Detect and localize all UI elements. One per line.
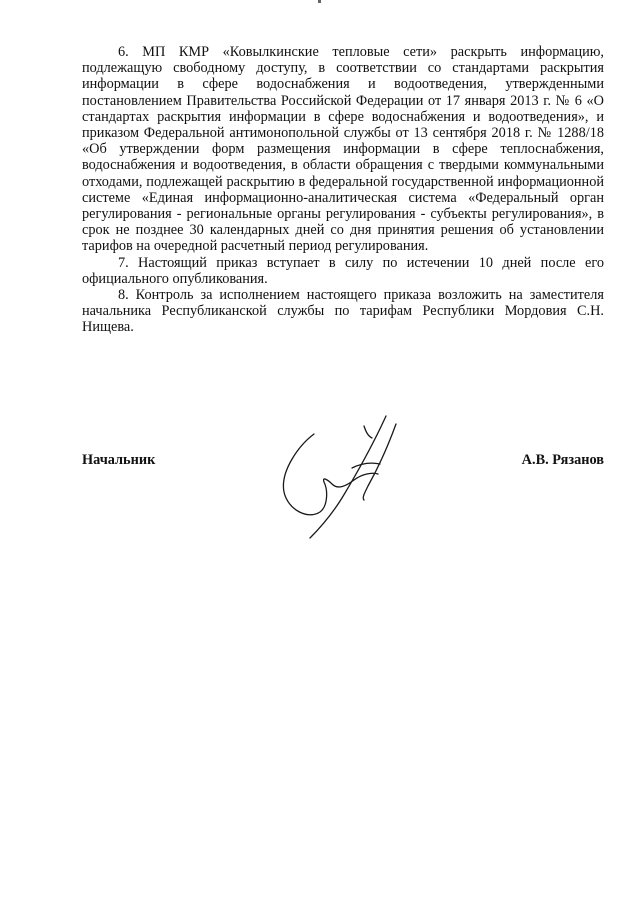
paragraph-8: 8. Контроль за исполнением настоящего приказа возложить на заместителя начальника Республиканской службы по тарифам Республики Мордовия С.Н. Нищева. <box>82 287 604 336</box>
document-body <box>82 44 604 336</box>
paragraph-6: 6. МП КМР «Ковылкинские тепловые сети» раскрыть информацию, подлежащую свободному доступу, в соответствии со стандартами раскрытия информации в сфере водоснабжения и водоотведения, утвержденными постановлением Правительства Российской Федерации от 17 января 2013 г. № 6 «О стандартах раскрытия информации в сфере водоснабжения и водоотведения», и приказом Федеральной антимонопольной службы от 13 сентября 2018 г. № 1288/18 «Об утверждении форм размещения информации в сфере теплоснабжения, водоснабжения и водоотведения, в области обращения с твердыми коммунальными отходами, подлежащей раскрытию в федеральной государственной информационной системе «Единая информационно-аналитическая система «Федеральный орган регулирования - региональные органы регулирования - субъекты регулирования», в срок не позднее 30 календарных дней со дня принятия решения об установлении тарифов на очередной расчетный период регулирования. <box>82 44 604 255</box>
signatory-title: Начальник <box>82 452 156 468</box>
signatory-name: А.В. Рязанов <box>521 452 604 468</box>
paragraph-7: 7. Настоящий приказ вступает в силу по истечении 10 дней после его официального опубликования. <box>82 254 604 287</box>
scan-mark <box>318 0 321 3</box>
handwritten-signature <box>268 402 418 542</box>
